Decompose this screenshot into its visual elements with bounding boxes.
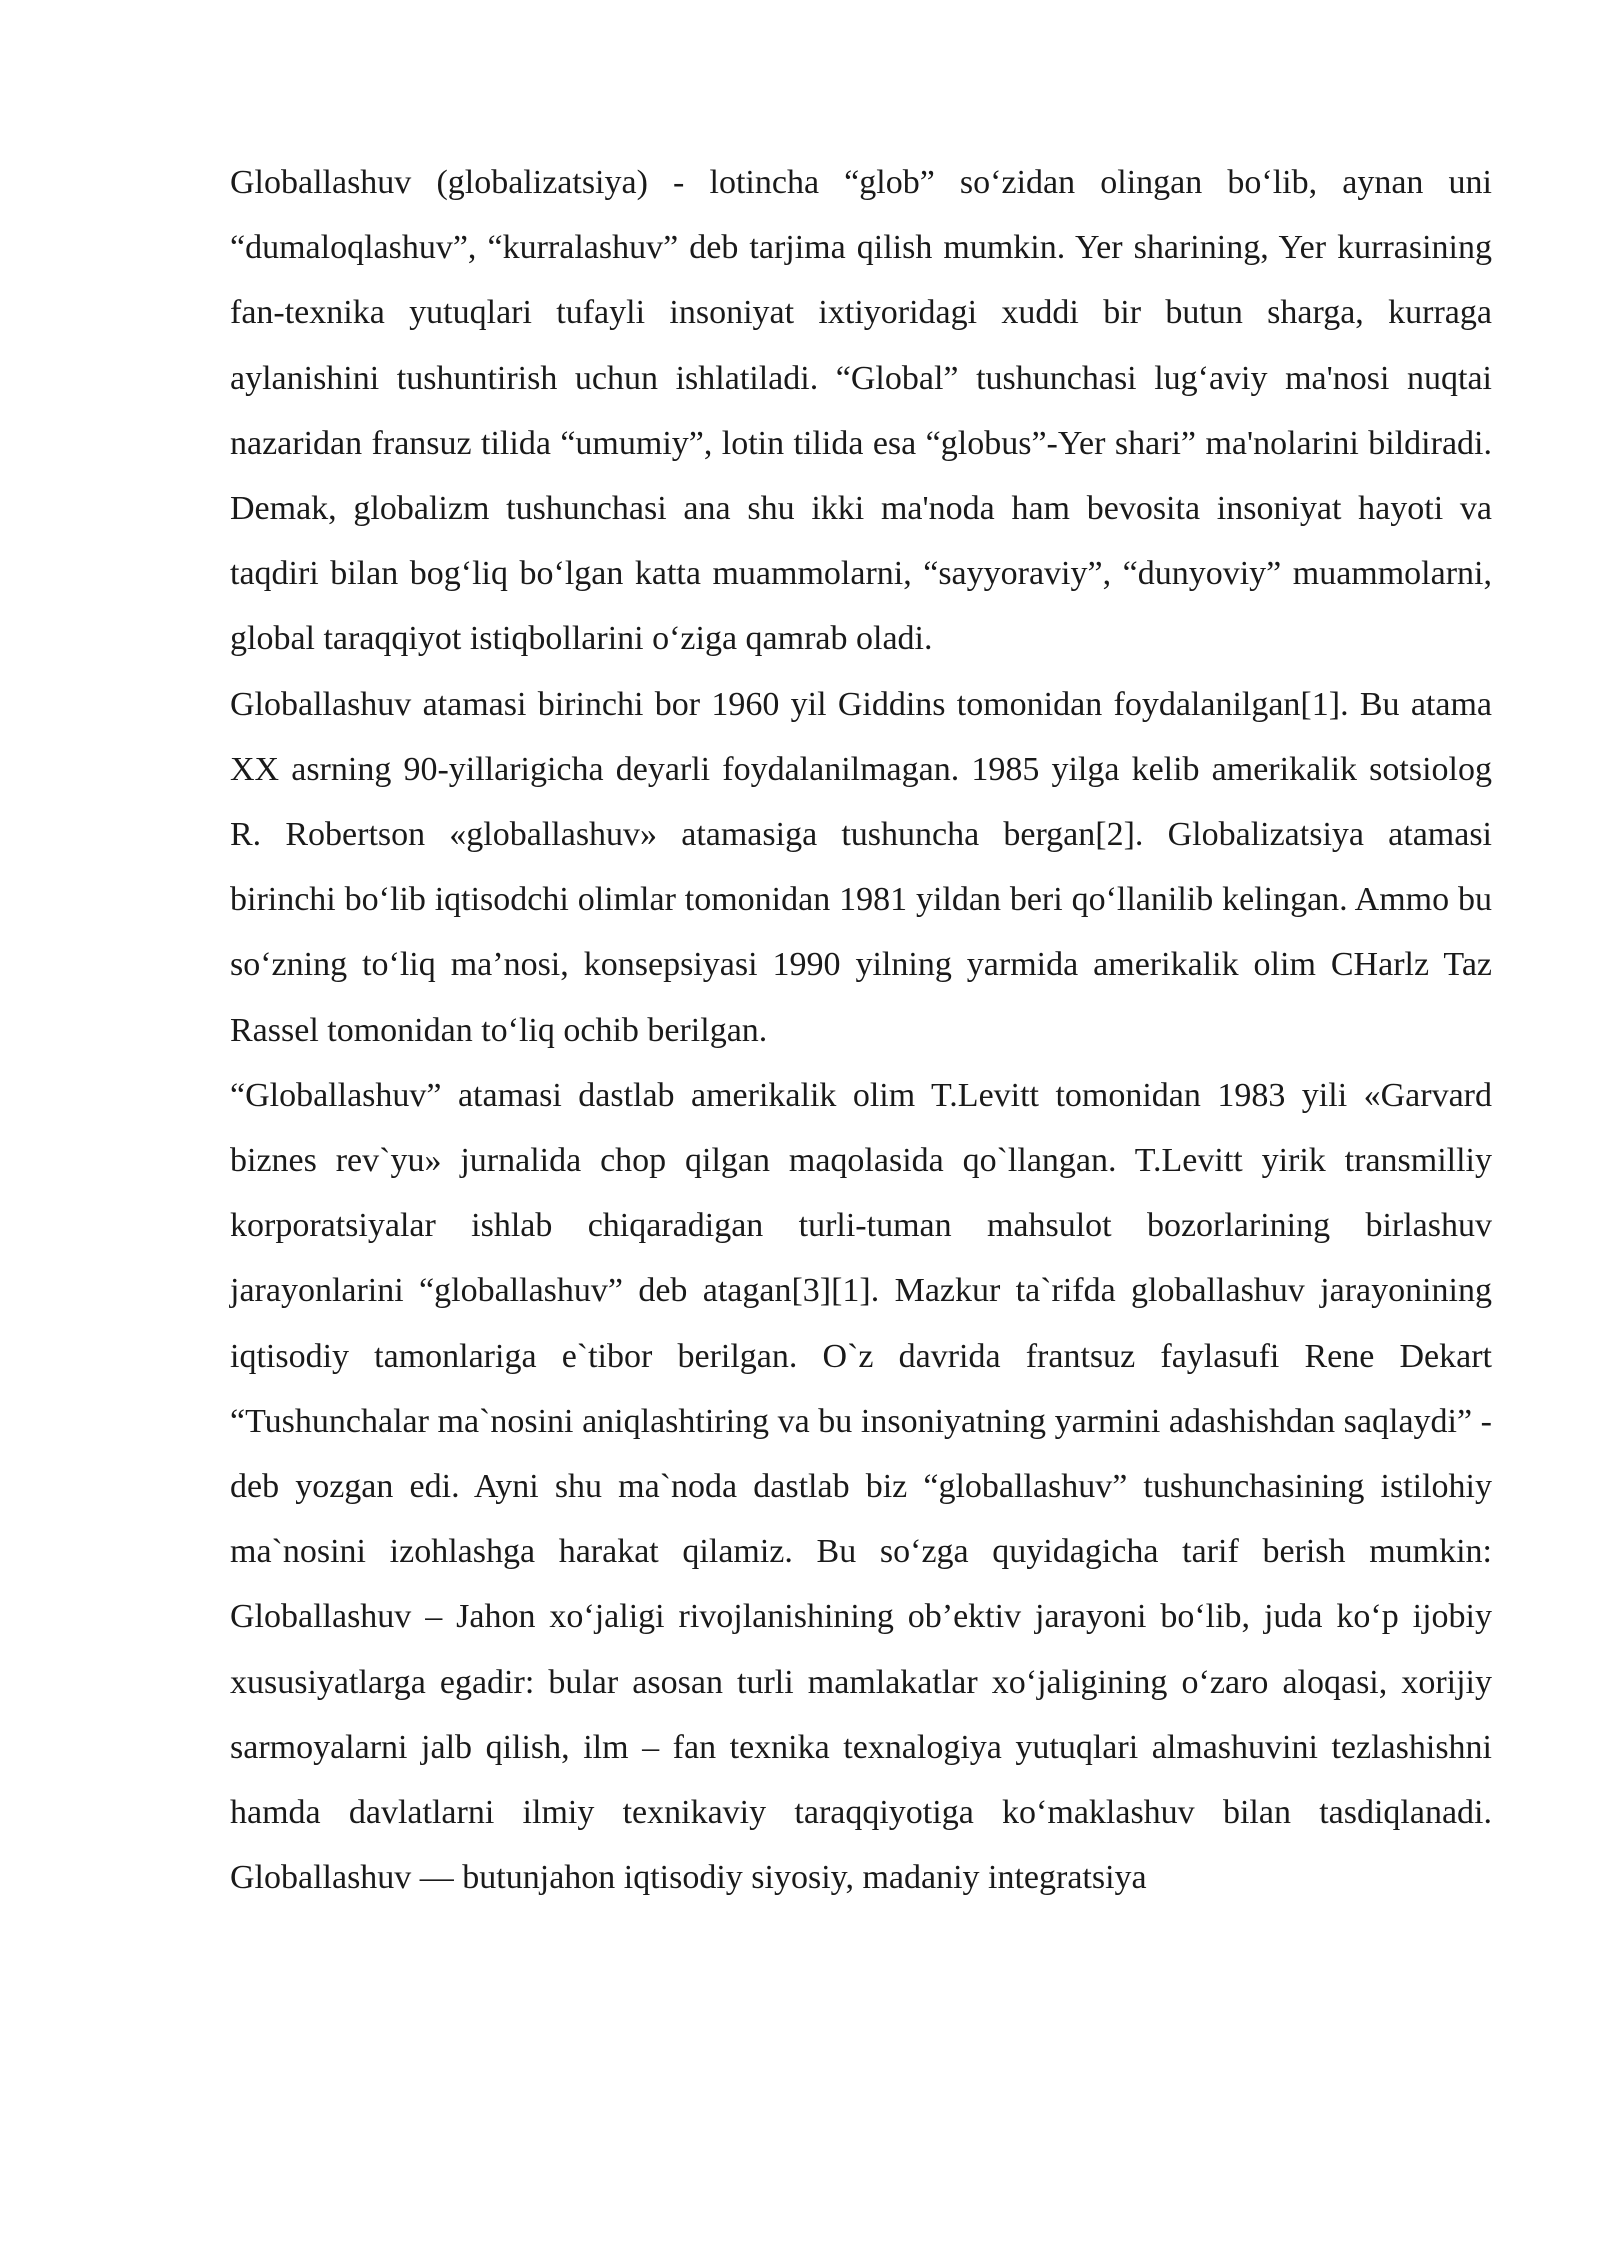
paragraph-levitt-origin: “Globallashuv” atamasi dastlab amerikalik olim T.Levitt tomonidan 1983 yili «Garvard biznes rev`yu» jurnalida chop qilgan maqolasida qo`llangan. T.Levitt yirik transmilliy korporatsiyalar ishlab chiqaradigan turli-tuman mahsulot bozorlarining birlashuv jarayonlarini “globallashuv” deb atagan[3][1]. Mazkur ta`rifda globallashuv jarayonining iqtisodiy tamonlariga e`tibor berilgan. O`z davrida frantsuz faylasufi Rene Dekart “Tushunchalar ma`nosini aniqlashtiring va bu insoniyatning yarmini adashishdan saqlaydi” - deb yozgan edi. Ayni shu ma`noda dastlab biz “globallashuv” tushunchasining istilohiy ma`nosini izohlashga harakat qilamiz. Bu so‘zga quyidagicha tarif berish mumkin: Globallashuv – Jahon xo‘jaligi rivojlanishining ob’ektiv jarayoni bo‘lib, juda ko‘p ijobiy xususiyatlarga egadir: bular asosan turli mamlakatlar xo‘jaligining o‘zaro aloqasi, xorijiy sarmoyalarni jalb qilish, ilm – fan texnika texnalogiya yutuqlari almashuvini tezlashishni hamda davlatlarni ilmiy texnikaviy taraqqiyotiga ko‘maklashuv bilan tasdiqlanadi. Globallashuv — butunjahon iqtisodiy siyosiy, madaniy integratsiya — [230, 1076, 1492, 1897]
paragraph-globallashuv-definition: Globallashuv (globalizatsiya) - lotincha “glob” so‘zidan olingan bo‘lib, aynan uni “dumaloqlashuv”, “kurralashuv” deb tarjima qilish mumkin. Yer sharining, Yer kurrasining fan-texnika yutuqlari tufayli insoniyat ixtiyoridagi xuddi bir butun sharga, kurraga aylanishini tushuntirish uchun ishlatiladi. “Global” tushunchasi lug‘aviy ma'nosi nuqtai nazaridan fransuz tilida “umumiy”, lotin tilida esa “globus”-Yer shari” ma'nolarini bildiradi. Demak, globalizm tushunchasi ana shu ikki ma'noda ham bevosita insoniyat hayoti va taqdiri bilan bog‘liq bo‘lgan katta muammolarni, “sayyoraviy”, “dunyoviy” muammolarni, global taraqqiyot istiqbollarini o‘ziga qamrab oladi. — [230, 164, 1492, 658]
paragraph-term-history: Globallashuv atamasi birinchi bor 1960 yil Giddins tomonidan foydalanilgan[1]. Bu atama XX asrning 90-yillarigicha deyarli foydalanilmagan. 1985 yilga kelib amerikalik sotsiolog R. Robertson «globallashuv» atamasiga tushuncha bergan[2]. Globalizatsiya atamasi birinchi bo‘lib iqtisodchi olimlar tomonidan 1981 yildan beri qo‘llanilib kelingan. Ammo bu so‘zning to‘liq ma’nosi, konsepsiyasi 1990 yilning yarmida amerikalik olim CHarlz Taz Rassel tomonidan to‘liq ochib berilgan. — [230, 685, 1492, 1049]
document-body — [230, 150, 1492, 1910]
